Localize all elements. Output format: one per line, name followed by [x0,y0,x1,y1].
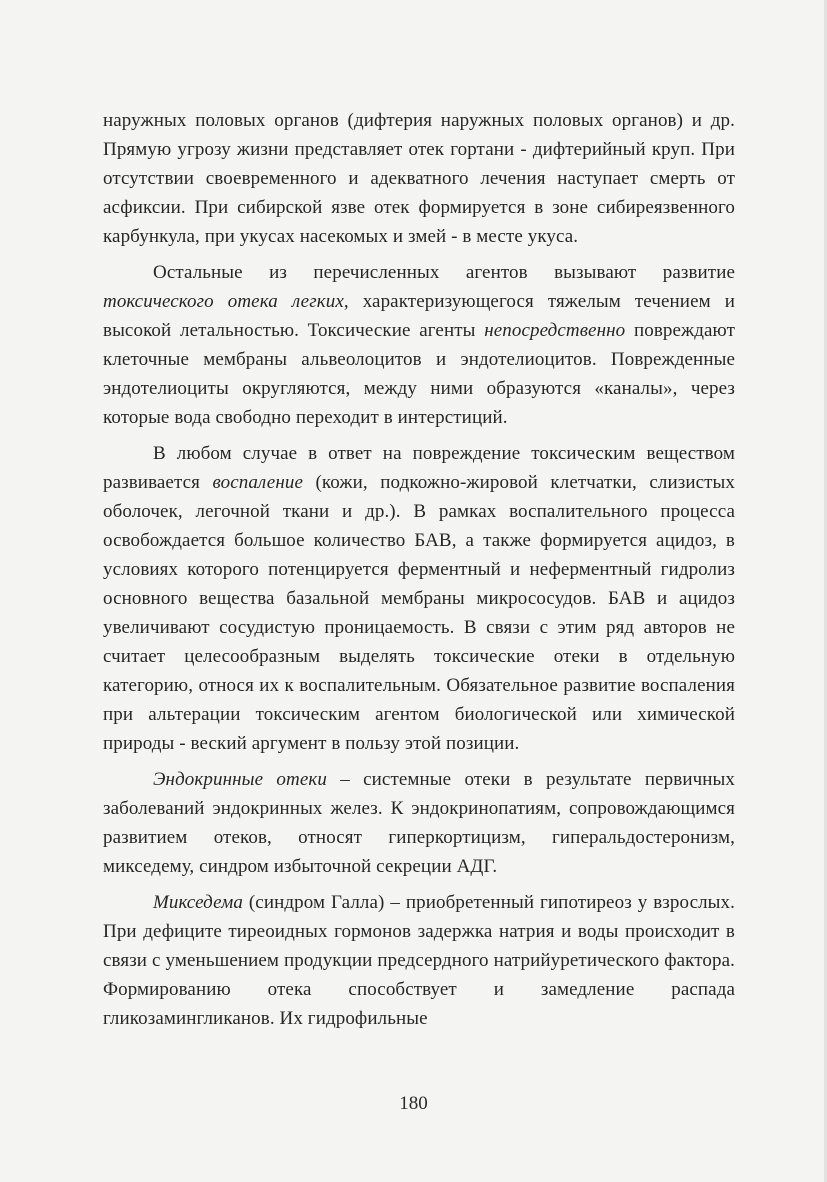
text-run: (синдром Галла) – приобретенный гипотиреоз у взрослых. При дефиците тиреоидных гормонов задержка натрия и воды происходит в связи с уменьшением продукции предсердного натрийуретического фактора. Формированию отека способствует и замедление распада гликозамингликанов. Их гидрофильные [103,892,735,1029]
italic-term: токсического отека легких [103,291,344,312]
italic-term: Микседема [153,892,243,913]
page-number: 180 [399,1093,428,1114]
italic-term: Эндокринные отеки [153,769,327,790]
text-run: , характеризующегося тяжелым течением и высокой летальностью. Токсические агенты [103,291,735,341]
text-run: повреждают клеточные мембраны альвеолоцитов и эндотелиоцитов. Поврежденные эндотелиоциты округляются, между ними образуются «каналы», через которые вода свободно переходит в интерстиций. [103,320,735,428]
italic-term: воспаление [212,472,303,493]
paragraph-1 [103,106,735,251]
paragraph-3 [103,439,735,758]
paragraph-4 [103,765,735,881]
body-text [103,106,735,1040]
text-run: (кожи, подкожно-жировой клетчатки, слизистых оболочек, легочной ткани и др.). В рамках воспалительного процесса освобождается большое количество БАВ, а также формируется ацидоз, в условиях которого потенцируется ферментный и неферментный гидролиз основного вещества базальной мембраны микрососудов. БАВ и ацидоз увеличивают сосудистую проницаемость. В связи с этим ряд авторов не считает целесообразным выделять токсические отеки в отдельную категорию, относя их к воспалительным. Обязательное развитие воспаления при альтерации токсическим агентом биологической или химической природы - веский аргумент в пользу этой позиции. [103,472,735,754]
italic-term: непосредственно [484,320,626,341]
paragraph-5 [103,888,735,1033]
text-run: В любом случае в ответ на повреждение токсическим веществом развивается [103,443,735,493]
paragraph-2 [103,258,735,432]
text-run: – системные отеки в результате первичных заболеваний эндокринных желез. К эндокринопатиям, сопровождающимся развитием отеков, относят гиперкортицизм, гиперальдостеронизм, микседему, синдром избыточной секреции АДГ. [103,769,735,877]
text-run: Остальные из перечисленных агентов вызывают развитие [153,262,735,283]
text-run: наружных половых органов (дифтерия наружных половых органов) и др. Прямую угрозу жизни представляет отек гортани - дифтерийный круп. При отсутствии своевременного и адекватного лечения наступает смерть от асфиксии. При сибирской язве отек формируется в зоне сибиреязвенного карбункула, при укусах насекомых и змей - в месте укуса. [103,110,735,247]
